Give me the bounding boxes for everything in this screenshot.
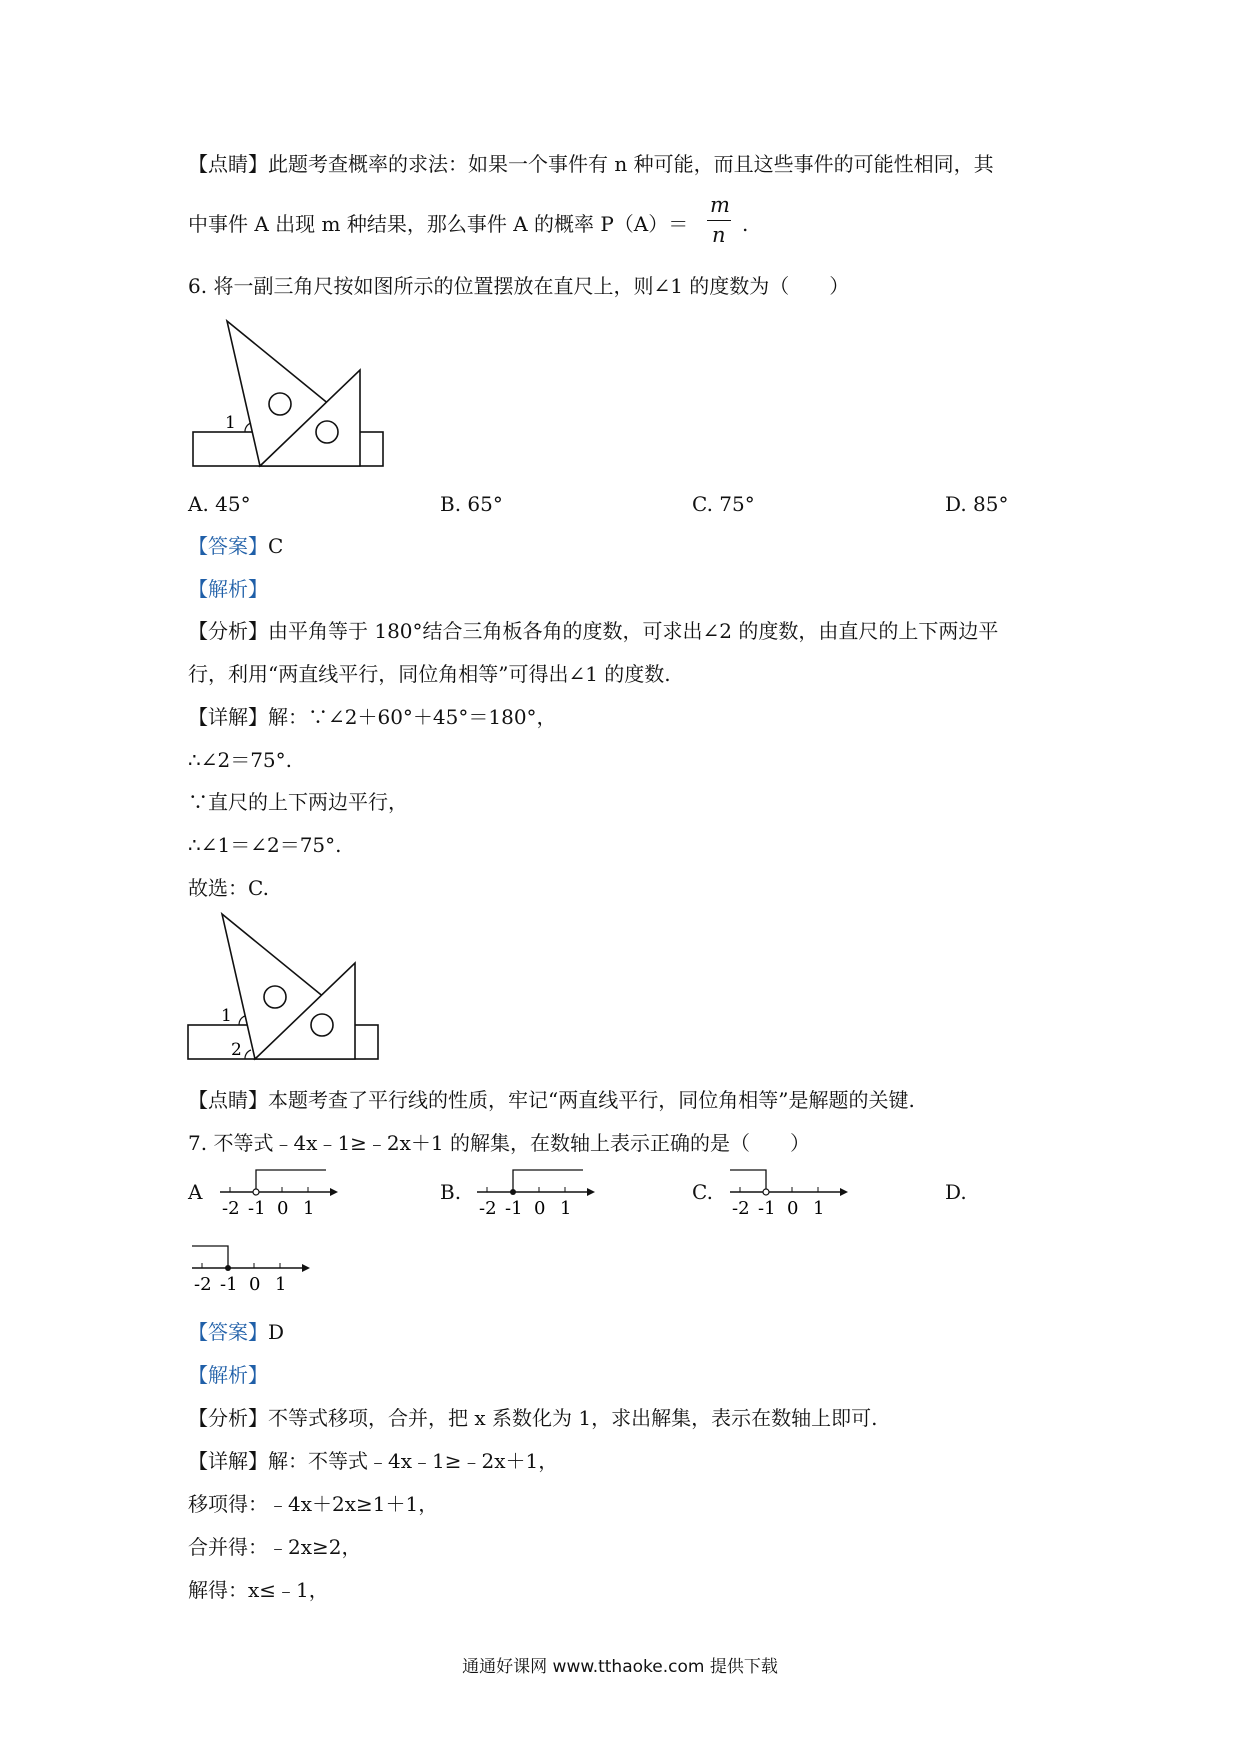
fraction-numerator: m xyxy=(710,193,730,217)
q7-option-b-label: B. xyxy=(440,1180,462,1204)
page-footer: 通通好课网 www.tthaoke.com 提供下载 xyxy=(462,1657,778,1677)
xiangjie-6-a xyxy=(188,703,557,731)
q6-option-b: B. 65° xyxy=(440,492,503,516)
xiangjie-6-d: ∴∠1＝∠2＝75°. xyxy=(188,833,342,857)
xiangjie-6-e: 故选：C. xyxy=(188,876,269,900)
q6-option-d: D. 85° xyxy=(945,492,1009,516)
figure-q6-solution xyxy=(185,910,385,1068)
answer-7-value: D xyxy=(268,1320,285,1344)
fenxi-6-a xyxy=(188,617,998,645)
angle-label-1b: 1 xyxy=(221,1006,232,1026)
tick-b-2: 0 xyxy=(534,1198,546,1219)
jiexi-7: 【解析】 xyxy=(188,1363,268,1387)
fenxi-6-tag: 【分析】 xyxy=(188,619,268,643)
angle-arc-2 xyxy=(245,1050,251,1059)
q7-option-d-label: D. xyxy=(945,1180,967,1204)
figure-q6 xyxy=(190,315,390,475)
number-line-b xyxy=(475,1162,595,1222)
dianjing-6-text: 本题考查了平行线的性质，牢记“两直线平行，同位角相等”是解题的关键. xyxy=(268,1088,915,1112)
tick-b-0: -2 xyxy=(479,1198,497,1219)
xiangjie-7-c: 合并得：﹣2x≥2， xyxy=(188,1535,362,1559)
answer-7-tag: 【答案】 xyxy=(188,1320,268,1344)
answer-6-value: C xyxy=(268,534,284,558)
tick-d-0: -2 xyxy=(194,1274,212,1295)
q6-option-c: C. 75° xyxy=(692,492,755,516)
tick-d-3: 1 xyxy=(275,1274,287,1295)
tick-a-0: -2 xyxy=(222,1198,240,1219)
answer-6-tag: 【答案】 xyxy=(188,534,268,558)
tick-d-1: -1 xyxy=(220,1274,238,1295)
number-line-a xyxy=(218,1162,338,1222)
angle-arc-1b xyxy=(239,1016,245,1025)
q7-option-a-label: A xyxy=(188,1180,203,1204)
tick-b-1: -1 xyxy=(505,1198,523,1219)
question-6: 6. 将一副三角尺按如图所示的位置摆放在直尺上，则∠1 的度数为（ ） xyxy=(188,274,850,298)
q7-option-c-label: C. xyxy=(692,1180,713,1204)
fenxi-7 xyxy=(188,1404,877,1432)
dianjing-6 xyxy=(188,1086,915,1114)
fenxi-7-text: 不等式移项，合并，把 x 系数化为 1，求出解集，表示在数轴上即可. xyxy=(268,1406,878,1430)
xiangjie-6-b: ∴∠2＝75°. xyxy=(188,748,293,772)
xiangjie-6-c: ∵直尺的上下两边平行， xyxy=(188,790,408,814)
tick-c-2: 0 xyxy=(787,1198,799,1219)
xiangjie-7-b: 移项得：﹣4x＋2x≥1＋1， xyxy=(188,1492,439,1516)
dianjing-line-2-end: . xyxy=(742,212,749,236)
tick-a-3: 1 xyxy=(303,1198,315,1219)
xiangjie-7-d: 解得：x≤﹣1， xyxy=(188,1578,329,1602)
tick-b-3: 1 xyxy=(560,1198,572,1219)
xiangjie-7-a xyxy=(188,1447,558,1475)
answer-7 xyxy=(188,1318,284,1346)
xiangjie-7-text: 解：不等式﹣4x﹣1≥﹣2x＋1， xyxy=(268,1449,559,1473)
xiangjie-7-tag: 【详解】 xyxy=(188,1449,268,1473)
tick-a-1: -1 xyxy=(248,1198,266,1219)
xiangjie-6-tag: 【详解】 xyxy=(188,705,268,729)
tick-a-2: 0 xyxy=(277,1198,289,1219)
fenxi-6-b: 行，利用“两直线平行，同位角相等”可得出∠1 的度数. xyxy=(188,662,671,686)
tick-d-2: 0 xyxy=(249,1274,261,1295)
tick-c-3: 1 xyxy=(813,1198,825,1219)
dianjing-line-1: 【点睛】此题考查概率的求法：如果一个事件有 n 种可能，而且这些事件的可能性相同，其 xyxy=(188,152,994,176)
angle-label-2: 2 xyxy=(231,1040,242,1060)
fraction-bar xyxy=(707,220,731,221)
jiexi-6: 【解析】 xyxy=(188,577,268,601)
tick-c-1: -1 xyxy=(758,1198,776,1219)
angle-label-1: 1 xyxy=(225,413,236,433)
question-7: 7. 不等式﹣4x﹣1≥﹣2x＋1 的解集，在数轴上表示正确的是（ ） xyxy=(188,1131,811,1155)
fraction-denominator: n xyxy=(712,223,726,247)
q6-option-a: A. 45° xyxy=(188,492,251,516)
fenxi-6-text: 由平角等于 180°结合三角板各角的度数，可求出∠2 的度数，由直尺的上下两边平 xyxy=(268,619,999,643)
fenxi-7-tag: 【分析】 xyxy=(188,1406,268,1430)
tick-c-0: -2 xyxy=(732,1198,750,1219)
xiangjie-6-text: 解：∵∠2＋60°＋45°＝180°， xyxy=(268,705,557,729)
answer-6 xyxy=(188,532,283,560)
number-line-d xyxy=(190,1238,310,1298)
number-line-c xyxy=(728,1162,848,1222)
dianjing-6-tag: 【点睛】 xyxy=(188,1088,268,1112)
dianjing-line-2: 中事件 A 出现 m 种结果，那么事件 A 的概率 P（A）＝ xyxy=(188,212,689,236)
